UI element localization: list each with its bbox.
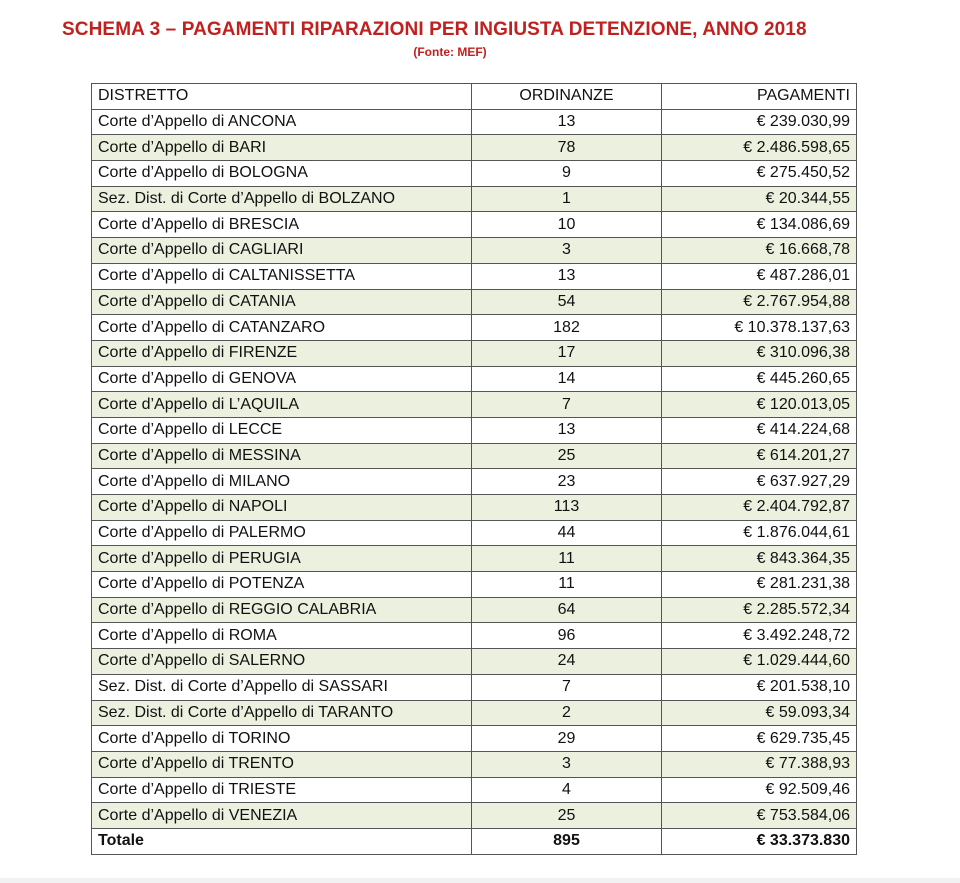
page-bottom-edge	[0, 878, 960, 883]
cell-ordinanze: 17	[472, 340, 662, 366]
table-row	[92, 417, 857, 443]
table-row	[92, 803, 857, 829]
column-header-pagamenti: PAGAMENTI	[662, 84, 857, 110]
total-ordinanze: 895	[472, 828, 662, 854]
cell-ordinanze: 7	[472, 392, 662, 418]
cell-pagamenti: € 2.767.954,88	[662, 289, 857, 315]
cell-ordinanze: 3	[472, 751, 662, 777]
page-title: SCHEMA 3 – PAGAMENTI RIPARAZIONI PER INGIUSTA DETENZIONE, ANNO 2018	[62, 19, 807, 40]
table-row	[92, 469, 857, 495]
cell-ordinanze: 2	[472, 700, 662, 726]
cell-pagamenti: € 275.450,52	[662, 161, 857, 187]
cell-pagamenti: € 20.344,55	[662, 186, 857, 212]
table-row	[92, 366, 857, 392]
cell-pagamenti: € 77.388,93	[662, 751, 857, 777]
cell-pagamenti: € 120.013,05	[662, 392, 857, 418]
table-row	[92, 238, 857, 264]
table-body	[92, 109, 857, 854]
cell-ordinanze: 29	[472, 726, 662, 752]
table-row	[92, 726, 857, 752]
cell-ordinanze: 7	[472, 674, 662, 700]
cell-distretto: Corte d’Appello di TRIESTE	[92, 777, 472, 803]
table-row	[92, 161, 857, 187]
cell-distretto: Corte d’Appello di TORINO	[92, 726, 472, 752]
cell-pagamenti: € 16.668,78	[662, 238, 857, 264]
table-row	[92, 751, 857, 777]
cell-ordinanze: 13	[472, 263, 662, 289]
cell-pagamenti: € 10.378.137,63	[662, 315, 857, 341]
cell-ordinanze: 25	[472, 443, 662, 469]
cell-distretto: Corte d’Appello di L’AQUILA	[92, 392, 472, 418]
table-row	[92, 546, 857, 572]
cell-distretto: Corte d’Appello di VENEZIA	[92, 803, 472, 829]
cell-pagamenti: € 614.201,27	[662, 443, 857, 469]
cell-ordinanze: 13	[472, 109, 662, 135]
table-row	[92, 649, 857, 675]
cell-ordinanze: 3	[472, 238, 662, 264]
cell-pagamenti: € 629.735,45	[662, 726, 857, 752]
source-note: (Fonte: MEF)	[413, 45, 487, 59]
cell-distretto: Sez. Dist. di Corte d’Appello di SASSARI	[92, 674, 472, 700]
cell-pagamenti: € 1.029.444,60	[662, 649, 857, 675]
table-row	[92, 777, 857, 803]
table-row	[92, 597, 857, 623]
cell-ordinanze: 96	[472, 623, 662, 649]
cell-pagamenti: € 239.030,99	[662, 109, 857, 135]
table-row	[92, 495, 857, 521]
cell-pagamenti: € 134.086,69	[662, 212, 857, 238]
cell-ordinanze: 11	[472, 572, 662, 598]
total-pagamenti: € 33.373.830	[662, 828, 857, 854]
cell-pagamenti: € 2.486.598,65	[662, 135, 857, 161]
total-row	[92, 828, 857, 854]
cell-distretto: Corte d’Appello di CAGLIARI	[92, 238, 472, 264]
cell-ordinanze: 64	[472, 597, 662, 623]
cell-distretto: Corte d’Appello di REGGIO CALABRIA	[92, 597, 472, 623]
cell-distretto: Sez. Dist. di Corte d’Appello di BOLZANO	[92, 186, 472, 212]
table-row	[92, 315, 857, 341]
cell-distretto: Corte d’Appello di NAPOLI	[92, 495, 472, 521]
table-row	[92, 135, 857, 161]
cell-ordinanze: 44	[472, 520, 662, 546]
cell-distretto: Corte d’Appello di BARI	[92, 135, 472, 161]
cell-pagamenti: € 445.260,65	[662, 366, 857, 392]
cell-pagamenti: € 843.364,35	[662, 546, 857, 572]
cell-ordinanze: 14	[472, 366, 662, 392]
column-header-distretto: DISTRETTO	[92, 84, 472, 110]
cell-distretto: Corte d’Appello di MESSINA	[92, 443, 472, 469]
cell-pagamenti: € 753.584,06	[662, 803, 857, 829]
table-row	[92, 263, 857, 289]
table-row	[92, 186, 857, 212]
cell-pagamenti: € 637.927,29	[662, 469, 857, 495]
column-header-ordinanze: ORDINANZE	[472, 84, 662, 110]
cell-pagamenti: € 1.876.044,61	[662, 520, 857, 546]
cell-ordinanze: 9	[472, 161, 662, 187]
table-row	[92, 289, 857, 315]
total-label: Totale	[92, 828, 472, 854]
cell-ordinanze: 23	[472, 469, 662, 495]
cell-pagamenti: € 414.224,68	[662, 417, 857, 443]
cell-distretto: Corte d’Appello di FIRENZE	[92, 340, 472, 366]
cell-pagamenti: € 310.096,38	[662, 340, 857, 366]
cell-distretto: Corte d’Appello di TRENTO	[92, 751, 472, 777]
cell-distretto: Corte d’Appello di CATANIA	[92, 289, 472, 315]
table-row	[92, 340, 857, 366]
payments-table	[91, 83, 857, 855]
cell-distretto: Corte d’Appello di CATANZARO	[92, 315, 472, 341]
cell-distretto: Sez. Dist. di Corte d’Appello di TARANTO	[92, 700, 472, 726]
cell-distretto: Corte d’Appello di SALERNO	[92, 649, 472, 675]
table-row	[92, 212, 857, 238]
table-row	[92, 109, 857, 135]
cell-distretto: Corte d’Appello di BOLOGNA	[92, 161, 472, 187]
cell-pagamenti: € 281.231,38	[662, 572, 857, 598]
cell-distretto: Corte d’Appello di CALTANISSETTA	[92, 263, 472, 289]
table-row	[92, 674, 857, 700]
cell-ordinanze: 25	[472, 803, 662, 829]
cell-distretto: Corte d’Appello di LECCE	[92, 417, 472, 443]
cell-distretto: Corte d’Appello di BRESCIA	[92, 212, 472, 238]
cell-pagamenti: € 59.093,34	[662, 700, 857, 726]
table-row	[92, 443, 857, 469]
cell-ordinanze: 11	[472, 546, 662, 572]
cell-ordinanze: 13	[472, 417, 662, 443]
cell-ordinanze: 4	[472, 777, 662, 803]
cell-ordinanze: 1	[472, 186, 662, 212]
cell-distretto: Corte d’Appello di ANCONA	[92, 109, 472, 135]
cell-distretto: Corte d’Appello di GENOVA	[92, 366, 472, 392]
cell-ordinanze: 24	[472, 649, 662, 675]
cell-distretto: Corte d’Appello di POTENZA	[92, 572, 472, 598]
table-row	[92, 520, 857, 546]
cell-pagamenti: € 487.286,01	[662, 263, 857, 289]
cell-pagamenti: € 201.538,10	[662, 674, 857, 700]
cell-ordinanze: 10	[472, 212, 662, 238]
cell-pagamenti: € 2.404.792,87	[662, 495, 857, 521]
table-row	[92, 623, 857, 649]
cell-pagamenti: € 2.285.572,34	[662, 597, 857, 623]
table-header-row	[92, 84, 857, 110]
cell-ordinanze: 113	[472, 495, 662, 521]
cell-distretto: Corte d’Appello di MILANO	[92, 469, 472, 495]
cell-ordinanze: 54	[472, 289, 662, 315]
table-row	[92, 392, 857, 418]
table-row	[92, 572, 857, 598]
cell-distretto: Corte d’Appello di PALERMO	[92, 520, 472, 546]
cell-ordinanze: 78	[472, 135, 662, 161]
cell-distretto: Corte d’Appello di ROMA	[92, 623, 472, 649]
table-row	[92, 700, 857, 726]
cell-pagamenti: € 3.492.248,72	[662, 623, 857, 649]
cell-ordinanze: 182	[472, 315, 662, 341]
cell-distretto: Corte d’Appello di PERUGIA	[92, 546, 472, 572]
cell-pagamenti: € 92.509,46	[662, 777, 857, 803]
